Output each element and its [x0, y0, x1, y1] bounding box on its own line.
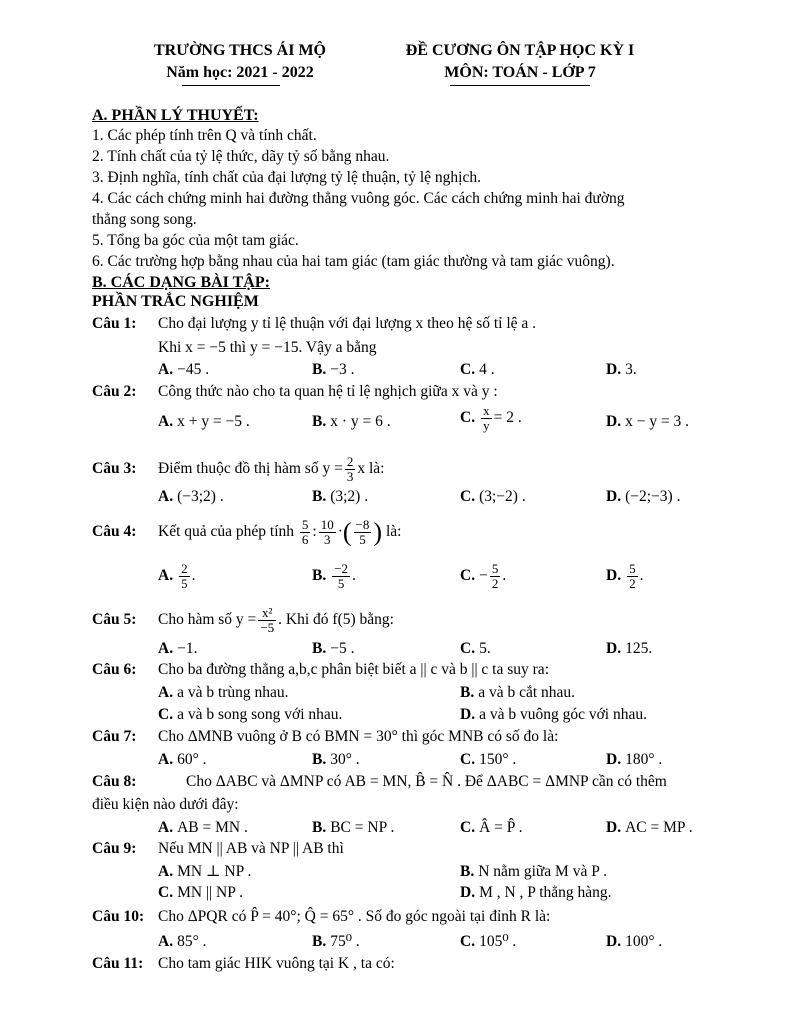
option-b: B. 75⁰ .	[312, 933, 360, 950]
header-rule-left	[182, 85, 280, 86]
option-c: C. − $\frac{5}{2}$ .	[460, 561, 507, 591]
question-7	[92, 727, 558, 747]
question-text: Nếu MN || AB và NP || AB thì	[158, 840, 344, 857]
option-a: A. 85° .	[158, 933, 207, 950]
question-number: Câu 6:	[92, 661, 137, 678]
theory-heading: A. PHẦN LÝ THUYẾT:	[92, 107, 259, 124]
exercises-heading: B. CÁC DẠNG BÀI TẬP:	[92, 274, 270, 291]
option-b: B. −3 .	[312, 361, 355, 378]
school-year: Năm học: 2021 - 2022	[166, 64, 314, 81]
theory-item: 5. Tổng ba góc của một tam giác.	[92, 232, 299, 249]
question-number: Câu 9:	[92, 840, 137, 857]
option-d: D. AC = MP .	[606, 819, 693, 836]
multiple-choice-heading: PHẦN TRẮC NGHIỆM	[92, 293, 259, 310]
option-a: A. MN ⊥ NP .	[158, 863, 252, 880]
question-10	[92, 907, 550, 927]
question-text: Cho ΔPQR có P̂ = 40°; Q̂ = 65° . Số đo góc ngoài tại đỉnh R là:	[158, 908, 551, 925]
question-text: Công thức nào cho ta quan hệ tỉ lệ nghịch giữa x và y :	[158, 383, 498, 400]
question-4: Câu 4: Kết quả của phép tính $\frac{5}{6}$ : $\frac{10}{3}$ ·( $\frac{-8}{5}$ ) là:	[92, 517, 402, 547]
question-1	[92, 314, 536, 334]
question-number: Câu 7:	[92, 728, 137, 745]
option-d: D. (−2;−3) .	[606, 488, 681, 505]
question-6	[92, 660, 549, 680]
option-a: A. x + y = −5 .	[158, 413, 250, 430]
question-8-line2: điều kiện nào dưới đây:	[92, 796, 239, 813]
option-c: C. MN || NP .	[158, 884, 243, 901]
theory-item: 4. Các cách chứng minh hai đường thẳng vuông góc. Các cách chứng minh hai đường	[92, 190, 625, 207]
question-number: Câu 2:	[92, 383, 137, 400]
theory-item: 6. Các trường hợp bằng nhau của hai tam giác (tam giác thường và tam giác vuông).	[92, 253, 615, 270]
question-11	[92, 954, 395, 974]
option-c: C. 4 .	[460, 361, 495, 378]
option-a: A. −1.	[158, 640, 198, 657]
option-c: C. (3;−2) .	[460, 488, 526, 505]
option-a: A. AB = MN .	[158, 819, 248, 836]
question-1-line2: Khi x = −5 thì y = −15. Vậy a bằng	[158, 339, 377, 356]
doc-subject: MÔN: TOÁN - LỚP 7	[444, 64, 596, 81]
theory-item: 3. Định nghĩa, tính chất của đại lượng tỷ lệ thuận, tỷ lệ nghịch.	[92, 169, 481, 186]
question-text: Cho đại lượng y tỉ lệ thuận với đại lượng x theo hệ số tỉ lệ a .	[158, 315, 537, 332]
school-header	[130, 40, 350, 84]
question-number: Câu 5:	[92, 611, 137, 629]
option-a: A. $\frac{2}{5}$ .	[158, 561, 196, 591]
question-number: Câu 3:	[92, 460, 137, 478]
option-a: A. a và b trùng nhau.	[158, 684, 289, 701]
option-d: D. 125.	[606, 640, 653, 657]
option-c: C. $\frac{x}{y}$ = 2 .	[460, 403, 522, 433]
option-c: C. 5.	[460, 640, 491, 657]
question-text: Cho tam giác HIK vuông tại K , ta có:	[158, 955, 395, 972]
option-b: B. $\frac{-2}{5}$ .	[312, 561, 356, 591]
option-d: D. 180° .	[606, 751, 663, 768]
question-2	[92, 382, 498, 402]
option-c: C. a và b song song với nhau.	[158, 706, 343, 723]
theory-item: 1. Các phép tính trên Q và tính chất.	[92, 127, 317, 144]
option-d: D. 100° .	[606, 933, 663, 950]
option-d: D. $\frac{5}{2}$ .	[606, 561, 644, 591]
option-b: B. (3;2) .	[312, 488, 369, 505]
option-b: B. a và b cắt nhau.	[460, 684, 576, 701]
question-text: Cho ΔABC và ΔMNP có AB = MN, B̂ = N̂ . Để ΔABC = ΔMNP cần có thêm	[186, 773, 667, 790]
question-9	[92, 839, 344, 859]
question-3: Câu 3: Điểm thuộc đồ thị hàm số y = $\frac{2}{3}$ x là:	[92, 454, 385, 484]
option-b: B. BC = NP .	[312, 819, 395, 836]
option-d: D. a và b vuông góc với nhau.	[460, 706, 647, 723]
option-d: D. x − y = 3 .	[606, 413, 690, 430]
option-a: A. −45 .	[158, 361, 210, 378]
option-c: C. 150° .	[460, 751, 517, 768]
question-number: Câu 11:	[92, 955, 144, 972]
question-5: Câu 5: Cho hàm số y = $\frac{\text{x²}}{-5}$ . Khi đó f(5) bằng:	[92, 605, 394, 635]
question-number: Câu 8:	[92, 773, 137, 790]
doc-header	[380, 40, 660, 84]
school-name: TRƯỜNG THCS ÁI MỘ	[153, 42, 326, 59]
option-a: A. (−3;2) .	[158, 488, 224, 505]
question-number: Câu 1:	[92, 315, 137, 332]
option-b: B. −5 .	[312, 640, 355, 657]
question-number: Câu 10:	[92, 908, 145, 925]
option-a: A. 60° .	[158, 751, 207, 768]
option-d: D. M , N , P thẳng hàng.	[460, 884, 612, 901]
option-b: B. x · y = 6 .	[312, 413, 391, 430]
theory-item: 2. Tính chất của tỷ lệ thức, dãy tỷ số bằng nhau.	[92, 148, 390, 165]
doc-title: ĐỀ CƯƠNG ÔN TẬP HỌC KỲ I	[405, 42, 635, 59]
option-c: C. 105⁰ .	[460, 933, 517, 950]
header-rule-right	[450, 85, 590, 86]
option-b: B. N nằm giữa M và P .	[460, 863, 608, 880]
option-c: C. Â = P̂ .	[460, 819, 523, 836]
question-number: Câu 4:	[92, 523, 137, 541]
question-text: Cho ba đường thẳng a,b,c phân biệt biết a || c và b || c ta suy ra:	[158, 661, 549, 678]
question-8	[92, 772, 667, 792]
option-b: B. 30° .	[312, 751, 360, 768]
theory-item: thẳng song song.	[92, 211, 197, 228]
question-text: Cho ΔMNB vuông ở B có BMN = 30° thì góc MNB có số đo là:	[158, 728, 559, 745]
option-d: D. 3.	[606, 361, 637, 378]
